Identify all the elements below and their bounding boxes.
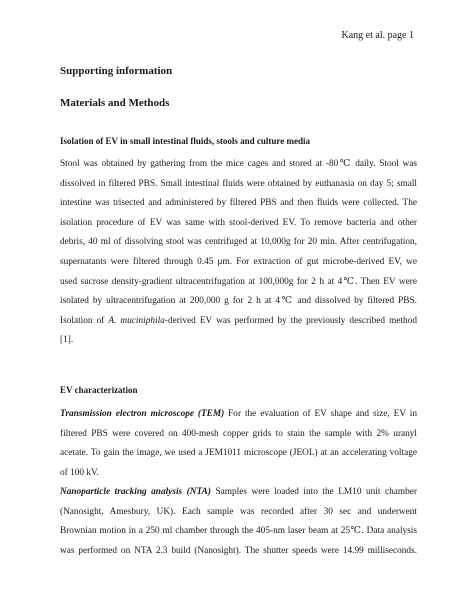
- ev-characterization-heading: EV characterization: [60, 385, 138, 395]
- paragraph-line: filtered PBS were covered on 400-mesh copper grids to stain the sample with 2% uranyl: [60, 428, 417, 439]
- paragraph-line: acetate. To gain the image, we used a JEM1011 microscope (JEOL) at an accelerating voltage: [60, 448, 417, 459]
- materials-methods-title: Materials and Methods: [60, 97, 170, 109]
- tem-first-line-rest: For the evaluation of EV shape and size, EV in: [224, 409, 417, 419]
- paragraph-line: (Nanosight, Amesbury, UK). Each sample was recorded after 30 sec and underwent: [60, 506, 417, 517]
- isolation-heading: Isolation of EV in small intestinal fluids, stools and culture media: [60, 136, 310, 146]
- supporting-information-title: Supporting information: [60, 65, 173, 77]
- paragraph-line: debris, 40 ml of dissolving stool was centrifuged at 10,000g for 20 min. After centrifugation,: [60, 237, 417, 248]
- paragraph-line: isolated by ultracentrifugation at 200,000 g for 2 h at 4℃ and dissolved by filtered PBS.: [60, 296, 417, 307]
- tem-paragraph: [60, 405, 417, 483]
- paragraph-line: [60, 405, 417, 425]
- paragraph-line: of 100 kV.: [60, 467, 99, 478]
- paragraph-line: was performed on NTA 2.3 build (Nanosight). The shutter speeds were 14.99 milliseconds.: [60, 545, 417, 556]
- nta-paragraph: [60, 483, 417, 561]
- nta-label: Nanoparticle tracking analysis (NTA): [60, 487, 211, 497]
- nta-first-line-rest: Samples were loaded into the LM10 unit chamber: [210, 487, 417, 497]
- paragraph-line: supernatants were filtered through 0.45 μm. For extraction of gut microbe-derived EV, we: [60, 256, 417, 267]
- paragraph-line: isolation procedure of EV was same with stool-derived EV. To remove bacteria and other: [60, 217, 417, 228]
- paragraph-line: Brownian motion in a 250 ml chamber through the 405-nm laser beam at 25℃. Data analysis: [60, 526, 417, 537]
- paragraph-line: dissolved in filtered PBS. Small intestinal fluids were obtained by euthanasia on day 5; small: [60, 178, 417, 189]
- reference-line: [1].: [60, 335, 74, 346]
- paragraph-line: Stool was obtained by gathering from the mice cages and stored at -80℃ daily. Stool was: [60, 159, 417, 169]
- isolation-paragraph: [60, 155, 417, 351]
- tem-label: Transmission electron microscope (TEM): [60, 409, 225, 419]
- line-suffix: -derived EV was performed by the previously described method: [164, 315, 417, 326]
- species-name: A. muciniphila: [108, 315, 165, 326]
- paragraph-line: [60, 483, 417, 503]
- paragraph-line: [60, 312, 417, 332]
- paragraph-line: intestine was trisected and administered by filtered PBS and then fluids were collected. The: [60, 198, 417, 209]
- line-prefix: Isolation of: [60, 315, 109, 326]
- running-header: Kang et al. page 1: [341, 30, 414, 41]
- paragraph-line: used sucrose density-gradient ultracentrifugation at 100,000g for 2 h at 4℃. Then EV were: [60, 276, 417, 287]
